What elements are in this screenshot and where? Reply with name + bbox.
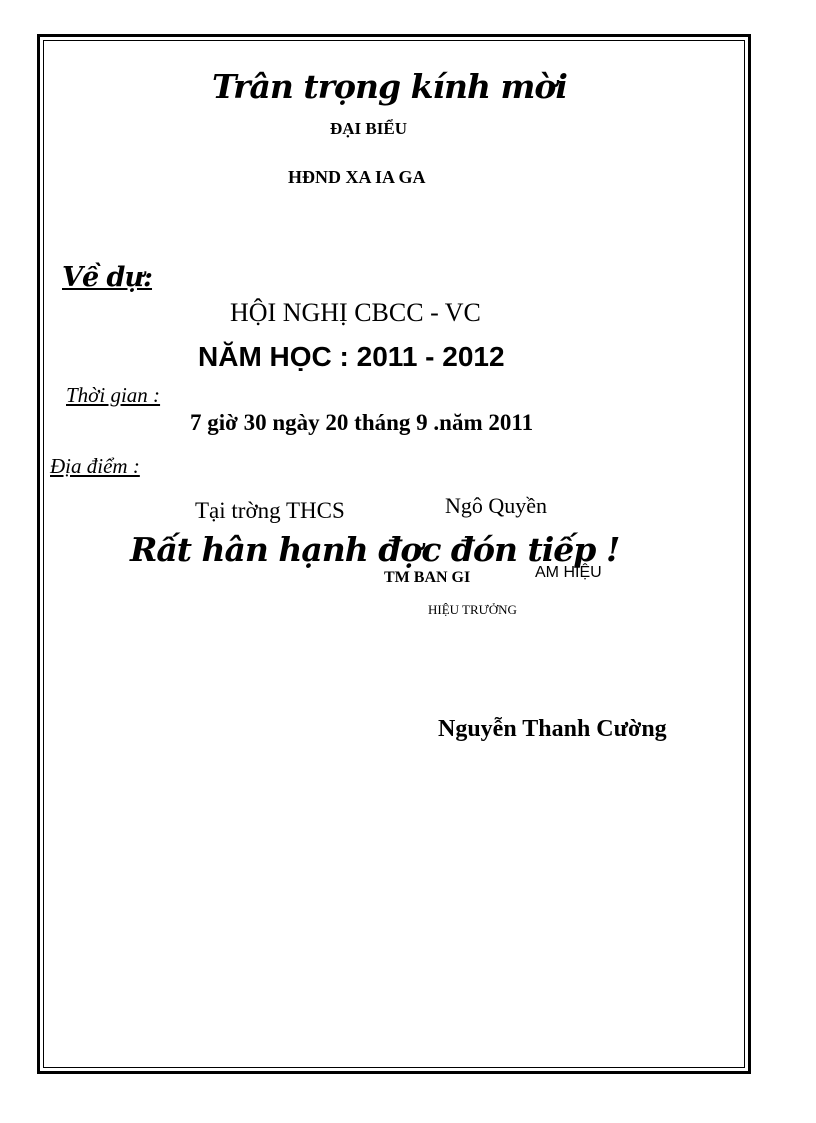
recipient-line-1: ĐẠI BIỂU — [330, 119, 407, 138]
signer-org-part-1: TM BAN GI — [384, 569, 471, 586]
place-label: Địa điểm : — [50, 454, 140, 478]
attend-label: Về dự: — [62, 262, 153, 293]
signer-title: HIỆU TRƯỞNG — [428, 602, 517, 617]
place-value-prefix: Tại trờng THCS — [195, 498, 345, 523]
time-value: 7 giờ 30 ngày 20 tháng 9 .năm 2011 — [190, 410, 534, 435]
recipient-line-2: HĐND XA IA GA — [288, 167, 426, 187]
place-value-name: Ngô Quyền — [445, 493, 548, 518]
greeting-heading: Trân trọng kính mời — [212, 67, 567, 106]
signer-name: Nguyễn Thanh Cường — [438, 716, 667, 742]
event-title: HỘI NGHỊ CBCC - VC — [230, 298, 481, 327]
time-label: Thời gian : — [66, 383, 161, 407]
welcome-line: Rất hân hạnh đợc đón tiếp ! — [130, 530, 620, 569]
signer-org-part-2: AM HIỆU — [535, 564, 602, 581]
school-year: NĂM HỌC : 2011 - 2012 — [198, 341, 505, 372]
